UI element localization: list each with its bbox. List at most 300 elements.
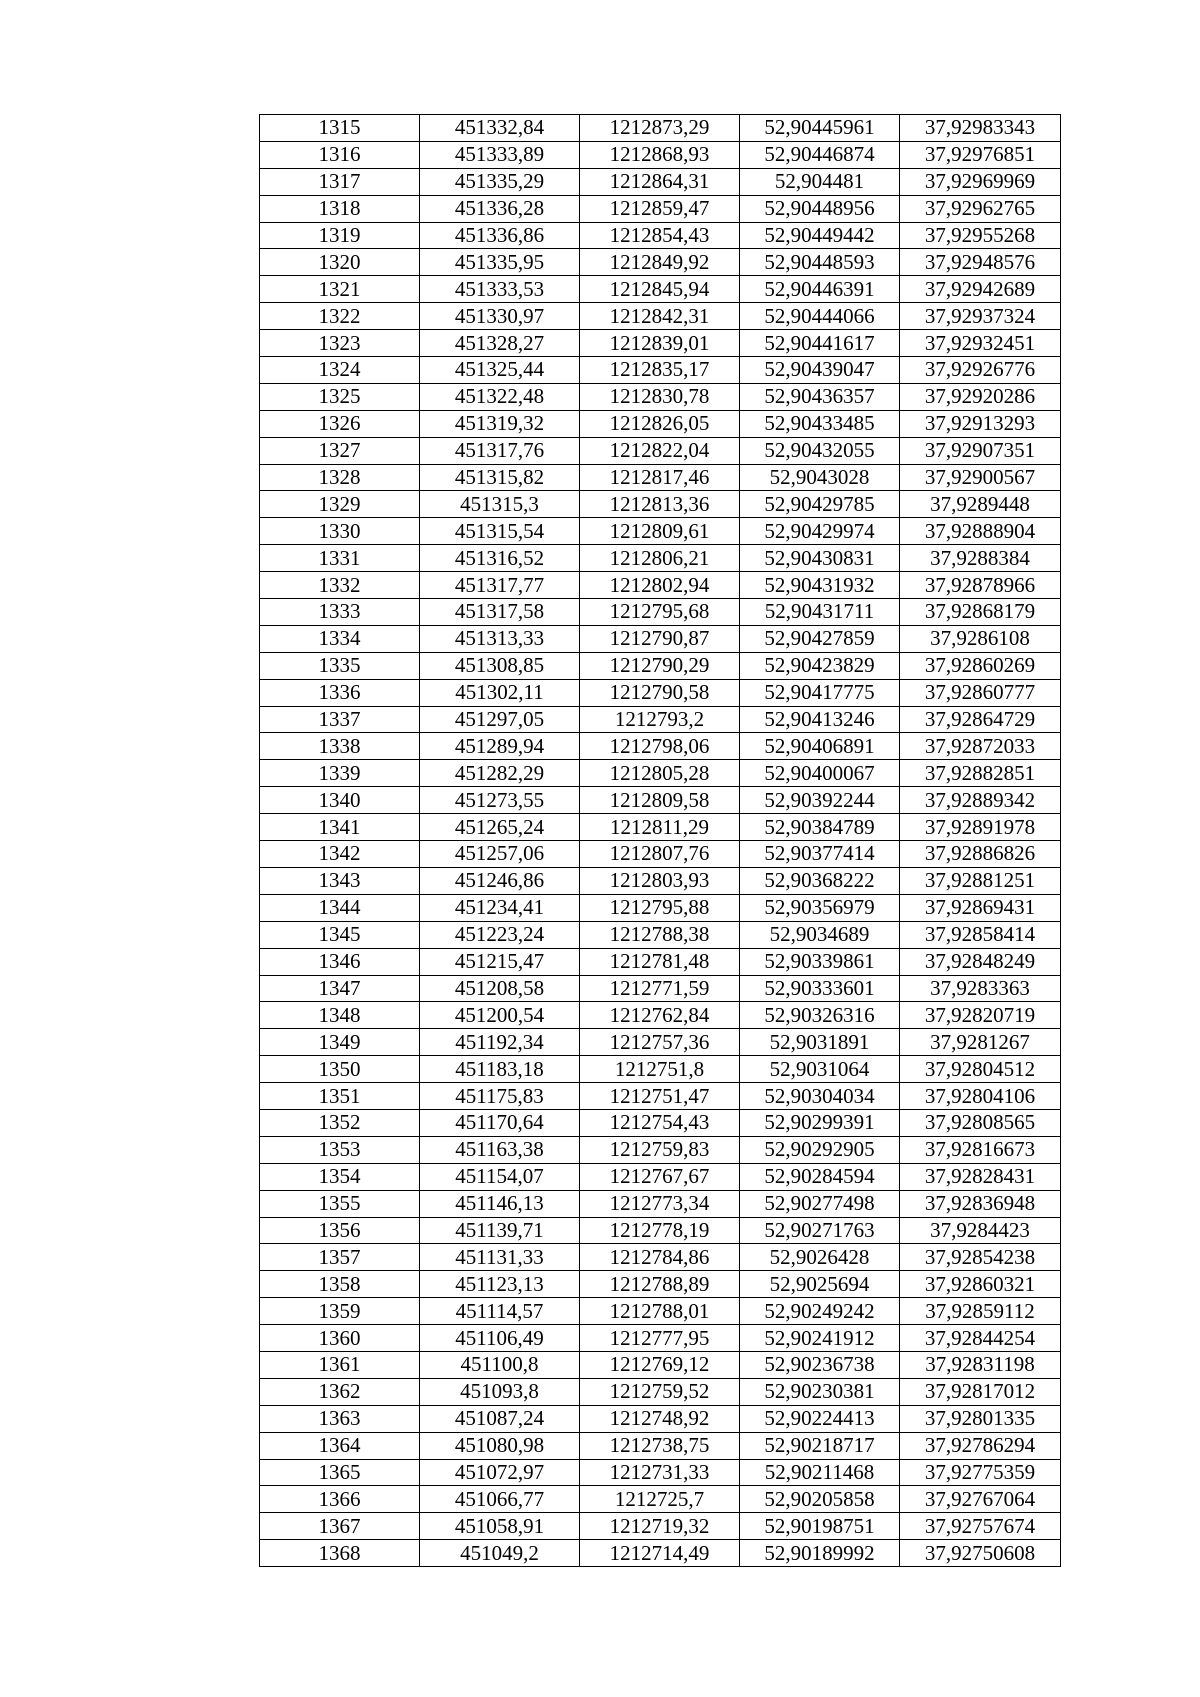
longitude-cell: 37,92860269 bbox=[900, 652, 1061, 679]
point-number-cell: 1330 bbox=[260, 518, 420, 545]
y-coordinate-cell: 1212845,94 bbox=[580, 276, 740, 303]
y-coordinate-cell: 1212790,29 bbox=[580, 652, 740, 679]
point-number-cell: 1367 bbox=[260, 1513, 420, 1540]
x-coordinate-cell: 451066,77 bbox=[420, 1486, 580, 1513]
point-number-cell: 1346 bbox=[260, 948, 420, 975]
point-number-cell: 1320 bbox=[260, 249, 420, 276]
x-coordinate-cell: 451333,89 bbox=[420, 141, 580, 168]
point-number-cell: 1322 bbox=[260, 303, 420, 330]
table-row bbox=[260, 464, 1061, 491]
x-coordinate-cell: 451273,55 bbox=[420, 787, 580, 814]
latitude-cell: 52,90326316 bbox=[740, 1002, 900, 1029]
longitude-cell: 37,92872033 bbox=[900, 733, 1061, 760]
longitude-cell: 37,9283363 bbox=[900, 975, 1061, 1002]
x-coordinate-cell: 451208,58 bbox=[420, 975, 580, 1002]
x-coordinate-cell: 451183,18 bbox=[420, 1056, 580, 1083]
y-coordinate-cell: 1212759,83 bbox=[580, 1136, 740, 1163]
latitude-cell: 52,90441617 bbox=[740, 330, 900, 357]
x-coordinate-cell: 451328,27 bbox=[420, 330, 580, 357]
latitude-cell: 52,90271763 bbox=[740, 1217, 900, 1244]
latitude-cell: 52,90299391 bbox=[740, 1109, 900, 1136]
longitude-cell: 37,92757674 bbox=[900, 1513, 1061, 1540]
y-coordinate-cell: 1212809,61 bbox=[580, 518, 740, 545]
x-coordinate-cell: 451234,41 bbox=[420, 894, 580, 921]
latitude-cell: 52,90432055 bbox=[740, 437, 900, 464]
longitude-cell: 37,92913293 bbox=[900, 410, 1061, 437]
table-row bbox=[260, 679, 1061, 706]
longitude-cell: 37,92808565 bbox=[900, 1109, 1061, 1136]
x-coordinate-cell: 451332,84 bbox=[420, 115, 580, 142]
point-number-cell: 1358 bbox=[260, 1271, 420, 1298]
x-coordinate-cell: 451163,38 bbox=[420, 1136, 580, 1163]
longitude-cell: 37,92860777 bbox=[900, 679, 1061, 706]
longitude-cell: 37,92889342 bbox=[900, 787, 1061, 814]
longitude-cell: 37,92878966 bbox=[900, 572, 1061, 599]
table-row bbox=[260, 249, 1061, 276]
latitude-cell: 52,90218717 bbox=[740, 1432, 900, 1459]
latitude-cell: 52,90339861 bbox=[740, 948, 900, 975]
table-row bbox=[260, 760, 1061, 787]
y-coordinate-cell: 1212835,17 bbox=[580, 357, 740, 384]
point-number-cell: 1328 bbox=[260, 464, 420, 491]
point-number-cell: 1321 bbox=[260, 276, 420, 303]
longitude-cell: 37,92888904 bbox=[900, 518, 1061, 545]
latitude-cell: 52,90445961 bbox=[740, 115, 900, 142]
y-coordinate-cell: 1212813,36 bbox=[580, 491, 740, 518]
latitude-cell: 52,90236738 bbox=[740, 1351, 900, 1378]
table-row bbox=[260, 1325, 1061, 1352]
point-number-cell: 1344 bbox=[260, 894, 420, 921]
table-row bbox=[260, 733, 1061, 760]
table-row bbox=[260, 168, 1061, 195]
table-row bbox=[260, 437, 1061, 464]
x-coordinate-cell: 451333,53 bbox=[420, 276, 580, 303]
longitude-cell: 37,92820719 bbox=[900, 1002, 1061, 1029]
latitude-cell: 52,90449442 bbox=[740, 222, 900, 249]
latitude-cell: 52,90368222 bbox=[740, 867, 900, 894]
x-coordinate-cell: 451336,86 bbox=[420, 222, 580, 249]
point-number-cell: 1315 bbox=[260, 115, 420, 142]
y-coordinate-cell: 1212769,12 bbox=[580, 1351, 740, 1378]
x-coordinate-cell: 451282,29 bbox=[420, 760, 580, 787]
latitude-cell: 52,90446874 bbox=[740, 141, 900, 168]
table-row bbox=[260, 1244, 1061, 1271]
latitude-cell: 52,90277498 bbox=[740, 1190, 900, 1217]
point-number-cell: 1343 bbox=[260, 867, 420, 894]
table-row bbox=[260, 491, 1061, 518]
y-coordinate-cell: 1212784,86 bbox=[580, 1244, 740, 1271]
latitude-cell: 52,90448956 bbox=[740, 195, 900, 222]
latitude-cell: 52,90400067 bbox=[740, 760, 900, 787]
table-row bbox=[260, 894, 1061, 921]
y-coordinate-cell: 1212777,95 bbox=[580, 1325, 740, 1352]
table-row bbox=[260, 518, 1061, 545]
x-coordinate-cell: 451315,82 bbox=[420, 464, 580, 491]
x-coordinate-cell: 451192,34 bbox=[420, 1029, 580, 1056]
x-coordinate-cell: 451335,95 bbox=[420, 249, 580, 276]
y-coordinate-cell: 1212773,34 bbox=[580, 1190, 740, 1217]
longitude-cell: 37,92969969 bbox=[900, 168, 1061, 195]
x-coordinate-cell: 451154,07 bbox=[420, 1163, 580, 1190]
point-number-cell: 1334 bbox=[260, 625, 420, 652]
x-coordinate-cell: 451330,97 bbox=[420, 303, 580, 330]
x-coordinate-cell: 451200,54 bbox=[420, 1002, 580, 1029]
table-row bbox=[260, 625, 1061, 652]
y-coordinate-cell: 1212754,43 bbox=[580, 1109, 740, 1136]
latitude-cell: 52,90427859 bbox=[740, 625, 900, 652]
y-coordinate-cell: 1212805,28 bbox=[580, 760, 740, 787]
coordinates-table bbox=[259, 114, 1061, 1567]
x-coordinate-cell: 451131,33 bbox=[420, 1244, 580, 1271]
point-number-cell: 1318 bbox=[260, 195, 420, 222]
table-row bbox=[260, 1271, 1061, 1298]
longitude-cell: 37,92804106 bbox=[900, 1083, 1061, 1110]
point-number-cell: 1350 bbox=[260, 1056, 420, 1083]
table-row bbox=[260, 1486, 1061, 1513]
y-coordinate-cell: 1212795,68 bbox=[580, 599, 740, 626]
point-number-cell: 1339 bbox=[260, 760, 420, 787]
latitude-cell: 52,90413246 bbox=[740, 706, 900, 733]
x-coordinate-cell: 451100,8 bbox=[420, 1351, 580, 1378]
table-row bbox=[260, 1351, 1061, 1378]
table-row bbox=[260, 787, 1061, 814]
point-number-cell: 1345 bbox=[260, 921, 420, 948]
latitude-cell: 52,90448593 bbox=[740, 249, 900, 276]
table-row bbox=[260, 841, 1061, 868]
point-number-cell: 1356 bbox=[260, 1217, 420, 1244]
longitude-cell: 37,9289448 bbox=[900, 491, 1061, 518]
y-coordinate-cell: 1212778,19 bbox=[580, 1217, 740, 1244]
latitude-cell: 52,9025694 bbox=[740, 1271, 900, 1298]
longitude-cell: 37,92864729 bbox=[900, 706, 1061, 733]
y-coordinate-cell: 1212714,49 bbox=[580, 1540, 740, 1567]
point-number-cell: 1363 bbox=[260, 1405, 420, 1432]
latitude-cell: 52,90292905 bbox=[740, 1136, 900, 1163]
point-number-cell: 1364 bbox=[260, 1432, 420, 1459]
table-row bbox=[260, 1029, 1061, 1056]
x-coordinate-cell: 451170,64 bbox=[420, 1109, 580, 1136]
table-row bbox=[260, 545, 1061, 572]
y-coordinate-cell: 1212788,38 bbox=[580, 921, 740, 948]
x-coordinate-cell: 451265,24 bbox=[420, 814, 580, 841]
y-coordinate-cell: 1212873,29 bbox=[580, 115, 740, 142]
x-coordinate-cell: 451297,05 bbox=[420, 706, 580, 733]
table-row bbox=[260, 1083, 1061, 1110]
point-number-cell: 1332 bbox=[260, 572, 420, 599]
y-coordinate-cell: 1212811,29 bbox=[580, 814, 740, 841]
longitude-cell: 37,92831198 bbox=[900, 1351, 1061, 1378]
x-coordinate-cell: 451049,2 bbox=[420, 1540, 580, 1567]
longitude-cell: 37,92907351 bbox=[900, 437, 1061, 464]
x-coordinate-cell: 451316,52 bbox=[420, 545, 580, 572]
point-number-cell: 1351 bbox=[260, 1083, 420, 1110]
table-row bbox=[260, 222, 1061, 249]
y-coordinate-cell: 1212788,89 bbox=[580, 1271, 740, 1298]
point-number-cell: 1329 bbox=[260, 491, 420, 518]
y-coordinate-cell: 1212849,92 bbox=[580, 249, 740, 276]
y-coordinate-cell: 1212751,47 bbox=[580, 1083, 740, 1110]
y-coordinate-cell: 1212795,88 bbox=[580, 894, 740, 921]
y-coordinate-cell: 1212809,58 bbox=[580, 787, 740, 814]
point-number-cell: 1360 bbox=[260, 1325, 420, 1352]
table-row bbox=[260, 303, 1061, 330]
x-coordinate-cell: 451087,24 bbox=[420, 1405, 580, 1432]
latitude-cell: 52,9043028 bbox=[740, 464, 900, 491]
y-coordinate-cell: 1212725,7 bbox=[580, 1486, 740, 1513]
table-row bbox=[260, 1405, 1061, 1432]
longitude-cell: 37,92886826 bbox=[900, 841, 1061, 868]
latitude-cell: 52,9031891 bbox=[740, 1029, 900, 1056]
point-number-cell: 1342 bbox=[260, 841, 420, 868]
longitude-cell: 37,92962765 bbox=[900, 195, 1061, 222]
point-number-cell: 1336 bbox=[260, 679, 420, 706]
table-row bbox=[260, 1459, 1061, 1486]
latitude-cell: 52,90431932 bbox=[740, 572, 900, 599]
longitude-cell: 37,92750608 bbox=[900, 1540, 1061, 1567]
longitude-cell: 37,92937324 bbox=[900, 303, 1061, 330]
latitude-cell: 52,90356979 bbox=[740, 894, 900, 921]
x-coordinate-cell: 451058,91 bbox=[420, 1513, 580, 1540]
y-coordinate-cell: 1212793,2 bbox=[580, 706, 740, 733]
longitude-cell: 37,92775359 bbox=[900, 1459, 1061, 1486]
point-number-cell: 1338 bbox=[260, 733, 420, 760]
latitude-cell: 52,90423829 bbox=[740, 652, 900, 679]
table-row bbox=[260, 1378, 1061, 1405]
x-coordinate-cell: 451123,13 bbox=[420, 1271, 580, 1298]
point-number-cell: 1333 bbox=[260, 599, 420, 626]
latitude-cell: 52,90284594 bbox=[740, 1163, 900, 1190]
point-number-cell: 1361 bbox=[260, 1351, 420, 1378]
table-row bbox=[260, 1002, 1061, 1029]
y-coordinate-cell: 1212788,01 bbox=[580, 1298, 740, 1325]
table-row bbox=[260, 357, 1061, 384]
point-number-cell: 1319 bbox=[260, 222, 420, 249]
y-coordinate-cell: 1212751,8 bbox=[580, 1056, 740, 1083]
y-coordinate-cell: 1212842,31 bbox=[580, 303, 740, 330]
point-number-cell: 1349 bbox=[260, 1029, 420, 1056]
latitude-cell: 52,90230381 bbox=[740, 1378, 900, 1405]
latitude-cell: 52,90439047 bbox=[740, 357, 900, 384]
y-coordinate-cell: 1212830,78 bbox=[580, 383, 740, 410]
table-row bbox=[260, 1056, 1061, 1083]
longitude-cell: 37,92920286 bbox=[900, 383, 1061, 410]
latitude-cell: 52,90377414 bbox=[740, 841, 900, 868]
point-number-cell: 1316 bbox=[260, 141, 420, 168]
table-row bbox=[260, 599, 1061, 626]
longitude-cell: 37,92955268 bbox=[900, 222, 1061, 249]
y-coordinate-cell: 1212748,92 bbox=[580, 1405, 740, 1432]
longitude-cell: 37,92858414 bbox=[900, 921, 1061, 948]
x-coordinate-cell: 451322,48 bbox=[420, 383, 580, 410]
table-row bbox=[260, 921, 1061, 948]
latitude-cell: 52,90241912 bbox=[740, 1325, 900, 1352]
latitude-cell: 52,90436357 bbox=[740, 383, 900, 410]
table-row bbox=[260, 1298, 1061, 1325]
longitude-cell: 37,92859112 bbox=[900, 1298, 1061, 1325]
y-coordinate-cell: 1212854,43 bbox=[580, 222, 740, 249]
point-number-cell: 1323 bbox=[260, 330, 420, 357]
longitude-cell: 37,9284423 bbox=[900, 1217, 1061, 1244]
point-number-cell: 1357 bbox=[260, 1244, 420, 1271]
latitude-cell: 52,90224413 bbox=[740, 1405, 900, 1432]
longitude-cell: 37,92983343 bbox=[900, 115, 1061, 142]
latitude-cell: 52,90211468 bbox=[740, 1459, 900, 1486]
y-coordinate-cell: 1212781,48 bbox=[580, 948, 740, 975]
longitude-cell: 37,92816673 bbox=[900, 1136, 1061, 1163]
longitude-cell: 37,92804512 bbox=[900, 1056, 1061, 1083]
y-coordinate-cell: 1212826,05 bbox=[580, 410, 740, 437]
longitude-cell: 37,92932451 bbox=[900, 330, 1061, 357]
latitude-cell: 52,90429974 bbox=[740, 518, 900, 545]
longitude-cell: 37,92854238 bbox=[900, 1244, 1061, 1271]
x-coordinate-cell: 451215,47 bbox=[420, 948, 580, 975]
x-coordinate-cell: 451336,28 bbox=[420, 195, 580, 222]
longitude-cell: 37,92848249 bbox=[900, 948, 1061, 975]
point-number-cell: 1331 bbox=[260, 545, 420, 572]
x-coordinate-cell: 451106,49 bbox=[420, 1325, 580, 1352]
table-row bbox=[260, 276, 1061, 303]
table-row bbox=[260, 706, 1061, 733]
latitude-cell: 52,90446391 bbox=[740, 276, 900, 303]
longitude-cell: 37,92881251 bbox=[900, 867, 1061, 894]
latitude-cell: 52,9026428 bbox=[740, 1244, 900, 1271]
longitude-cell: 37,92900567 bbox=[900, 464, 1061, 491]
latitude-cell: 52,90433485 bbox=[740, 410, 900, 437]
table-row bbox=[260, 1217, 1061, 1244]
y-coordinate-cell: 1212790,87 bbox=[580, 625, 740, 652]
table-row bbox=[260, 975, 1061, 1002]
point-number-cell: 1341 bbox=[260, 814, 420, 841]
latitude-cell: 52,90430831 bbox=[740, 545, 900, 572]
x-coordinate-cell: 451146,13 bbox=[420, 1190, 580, 1217]
latitude-cell: 52,90304034 bbox=[740, 1083, 900, 1110]
y-coordinate-cell: 1212759,52 bbox=[580, 1378, 740, 1405]
x-coordinate-cell: 451246,86 bbox=[420, 867, 580, 894]
table-row bbox=[260, 572, 1061, 599]
point-number-cell: 1362 bbox=[260, 1378, 420, 1405]
longitude-cell: 37,92869431 bbox=[900, 894, 1061, 921]
y-coordinate-cell: 1212859,47 bbox=[580, 195, 740, 222]
longitude-cell: 37,92942689 bbox=[900, 276, 1061, 303]
y-coordinate-cell: 1212817,46 bbox=[580, 464, 740, 491]
latitude-cell: 52,90429785 bbox=[740, 491, 900, 518]
table-row bbox=[260, 383, 1061, 410]
latitude-cell: 52,904481 bbox=[740, 168, 900, 195]
latitude-cell: 52,90444066 bbox=[740, 303, 900, 330]
y-coordinate-cell: 1212771,59 bbox=[580, 975, 740, 1002]
longitude-cell: 37,92767064 bbox=[900, 1486, 1061, 1513]
point-number-cell: 1359 bbox=[260, 1298, 420, 1325]
x-coordinate-cell: 451114,57 bbox=[420, 1298, 580, 1325]
longitude-cell: 37,92817012 bbox=[900, 1378, 1061, 1405]
x-coordinate-cell: 451257,06 bbox=[420, 841, 580, 868]
x-coordinate-cell: 451315,54 bbox=[420, 518, 580, 545]
longitude-cell: 37,92836948 bbox=[900, 1190, 1061, 1217]
table-row bbox=[260, 867, 1061, 894]
y-coordinate-cell: 1212806,21 bbox=[580, 545, 740, 572]
y-coordinate-cell: 1212790,58 bbox=[580, 679, 740, 706]
x-coordinate-cell: 451313,33 bbox=[420, 625, 580, 652]
table-row bbox=[260, 948, 1061, 975]
y-coordinate-cell: 1212868,93 bbox=[580, 141, 740, 168]
longitude-cell: 37,9288384 bbox=[900, 545, 1061, 572]
longitude-cell: 37,92828431 bbox=[900, 1163, 1061, 1190]
table-row bbox=[260, 115, 1061, 142]
y-coordinate-cell: 1212807,76 bbox=[580, 841, 740, 868]
y-coordinate-cell: 1212822,04 bbox=[580, 437, 740, 464]
longitude-cell: 37,92926776 bbox=[900, 357, 1061, 384]
table-row bbox=[260, 1513, 1061, 1540]
longitude-cell: 37,92891978 bbox=[900, 814, 1061, 841]
coordinates-table-body bbox=[260, 115, 1061, 1567]
x-coordinate-cell: 451325,44 bbox=[420, 357, 580, 384]
point-number-cell: 1317 bbox=[260, 168, 420, 195]
y-coordinate-cell: 1212757,36 bbox=[580, 1029, 740, 1056]
table-row bbox=[260, 330, 1061, 357]
table-row bbox=[260, 1136, 1061, 1163]
latitude-cell: 52,90417775 bbox=[740, 679, 900, 706]
y-coordinate-cell: 1212798,06 bbox=[580, 733, 740, 760]
point-number-cell: 1348 bbox=[260, 1002, 420, 1029]
longitude-cell: 37,92868179 bbox=[900, 599, 1061, 626]
latitude-cell: 52,90189992 bbox=[740, 1540, 900, 1567]
latitude-cell: 52,90205858 bbox=[740, 1486, 900, 1513]
y-coordinate-cell: 1212731,33 bbox=[580, 1459, 740, 1486]
y-coordinate-cell: 1212864,31 bbox=[580, 168, 740, 195]
longitude-cell: 37,92801335 bbox=[900, 1405, 1061, 1432]
x-coordinate-cell: 451080,98 bbox=[420, 1432, 580, 1459]
point-number-cell: 1325 bbox=[260, 383, 420, 410]
x-coordinate-cell: 451302,11 bbox=[420, 679, 580, 706]
y-coordinate-cell: 1212767,67 bbox=[580, 1163, 740, 1190]
point-number-cell: 1326 bbox=[260, 410, 420, 437]
x-coordinate-cell: 451315,3 bbox=[420, 491, 580, 518]
x-coordinate-cell: 451317,77 bbox=[420, 572, 580, 599]
point-number-cell: 1353 bbox=[260, 1136, 420, 1163]
table-row bbox=[260, 1540, 1061, 1567]
y-coordinate-cell: 1212839,01 bbox=[580, 330, 740, 357]
y-coordinate-cell: 1212738,75 bbox=[580, 1432, 740, 1459]
point-number-cell: 1327 bbox=[260, 437, 420, 464]
x-coordinate-cell: 451223,24 bbox=[420, 921, 580, 948]
table-row bbox=[260, 195, 1061, 222]
point-number-cell: 1337 bbox=[260, 706, 420, 733]
point-number-cell: 1366 bbox=[260, 1486, 420, 1513]
table-row bbox=[260, 1109, 1061, 1136]
x-coordinate-cell: 451093,8 bbox=[420, 1378, 580, 1405]
x-coordinate-cell: 451335,29 bbox=[420, 168, 580, 195]
y-coordinate-cell: 1212802,94 bbox=[580, 572, 740, 599]
point-number-cell: 1365 bbox=[260, 1459, 420, 1486]
point-number-cell: 1354 bbox=[260, 1163, 420, 1190]
table-row bbox=[260, 814, 1061, 841]
point-number-cell: 1347 bbox=[260, 975, 420, 1002]
x-coordinate-cell: 451317,58 bbox=[420, 599, 580, 626]
x-coordinate-cell: 451317,76 bbox=[420, 437, 580, 464]
latitude-cell: 52,90406891 bbox=[740, 733, 900, 760]
point-number-cell: 1352 bbox=[260, 1109, 420, 1136]
latitude-cell: 52,90333601 bbox=[740, 975, 900, 1002]
table-row bbox=[260, 1163, 1061, 1190]
x-coordinate-cell: 451289,94 bbox=[420, 733, 580, 760]
longitude-cell: 37,92976851 bbox=[900, 141, 1061, 168]
table-row bbox=[260, 1432, 1061, 1459]
longitude-cell: 37,9286108 bbox=[900, 625, 1061, 652]
point-number-cell: 1368 bbox=[260, 1540, 420, 1567]
y-coordinate-cell: 1212803,93 bbox=[580, 867, 740, 894]
longitude-cell: 37,9281267 bbox=[900, 1029, 1061, 1056]
latitude-cell: 52,9034689 bbox=[740, 921, 900, 948]
